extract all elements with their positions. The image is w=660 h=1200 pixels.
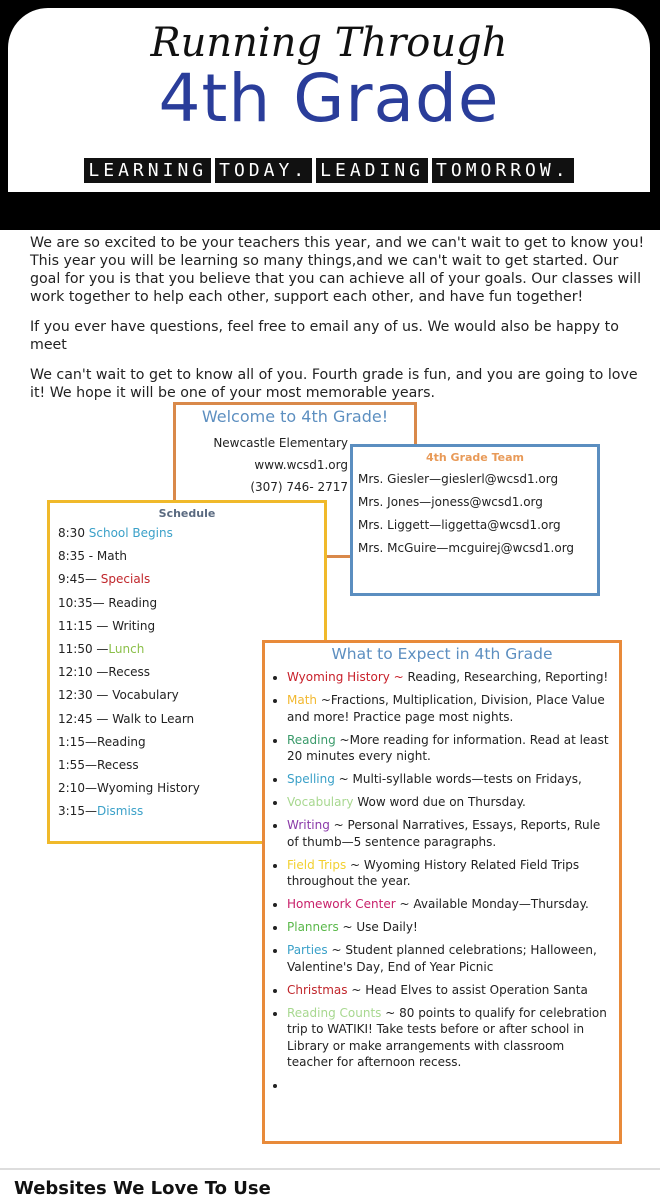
- expect-text: ~Fractions, Multiplication, Division, Place Value and more! Practice page most nights.: [287, 693, 605, 724]
- schedule-label: School Begins: [88, 526, 173, 540]
- expect-subject: Christmas: [287, 982, 348, 997]
- school-phone: (307) 746- 2717: [250, 480, 348, 494]
- schedule-item: [54, 592, 324, 615]
- tagline-word: TOMORROW.: [432, 158, 574, 183]
- expect-text: ~ 80 points to qualify for celebration trip to WATIKI! Take tests before or after school in Library or make arrangements with classroom teacher for afternoon recess.: [287, 1005, 607, 1069]
- schedule-time: 8:35 - Math: [58, 549, 127, 564]
- header-banner: [0, 0, 660, 230]
- expect-item: [287, 982, 613, 999]
- schedule-time: 1:15—Reading: [58, 734, 146, 749]
- schedule-time: 9:45—: [58, 572, 101, 587]
- expect-subject: Planners: [287, 920, 339, 934]
- expect-text: ~More reading for information. Read at least 20 minutes every night.: [287, 732, 609, 763]
- schedule-time: 2:10—Wyoming History: [58, 781, 200, 796]
- tagline-word: TODAY.: [215, 158, 312, 183]
- websites-heading: Websites We Love To Use: [14, 1178, 271, 1199]
- expect-subject: Vocabulary: [287, 795, 354, 809]
- expect-text: Reading, Researching, Reporting!: [403, 670, 609, 684]
- team-member[interactable]: Mrs. Liggett—liggetta@wcsd1.org: [358, 518, 561, 532]
- intro-paragraph: We can't wait to get to know all of you. Fourth grade is fun, and you are going to love it! We hope it will be one of your most memorable years.: [30, 367, 638, 401]
- schedule-label: Dismiss: [96, 804, 144, 819]
- schedule-time: 12:10 —Recess: [58, 665, 151, 680]
- schedule-item: [54, 615, 324, 638]
- header-card: [8, 8, 650, 192]
- schedule-time: 12:45 — Walk to Learn: [58, 711, 195, 726]
- expect-text: Wow word due on Thursday.: [353, 795, 526, 809]
- team-title: 4th Grade Team: [425, 451, 524, 464]
- expect-subject: Writing: [287, 818, 330, 832]
- expect-item: [287, 669, 613, 686]
- expect-text: ~ Multi-syllable words—tests on Fridays,: [334, 772, 582, 786]
- expect-item: [287, 794, 613, 811]
- schedule-label: Specials: [100, 572, 151, 587]
- schedule-item: [54, 568, 324, 591]
- expect-item: [287, 942, 613, 975]
- schedule-label: Lunch: [108, 642, 145, 657]
- expect-text: ~ Available Monday—Thursday.: [395, 897, 589, 911]
- tagline-word: LEADING: [316, 158, 428, 183]
- tagline: [8, 158, 650, 183]
- team-member[interactable]: Mrs. Giesler—gieslerl@wcsd1.org: [358, 472, 559, 486]
- team-member[interactable]: Mrs. McGuire—mcguirej@wcsd1.org: [358, 541, 575, 555]
- welcome-title: Welcome to 4th Grade!: [201, 407, 389, 426]
- expect-text: ~ Head Elves to assist Operation Santa: [347, 982, 588, 997]
- expect-box: [262, 640, 622, 1144]
- schedule-time: 10:35— Reading: [58, 595, 158, 610]
- expect-subject: Wyoming History ~: [287, 670, 404, 684]
- expect-item: [287, 919, 613, 936]
- school-website[interactable]: www.wcsd1.org: [254, 458, 348, 472]
- divider: [0, 1168, 660, 1170]
- expect-item: [287, 857, 613, 890]
- expect-item: [287, 732, 613, 765]
- expect-text: ~ Wyoming History Related Field Trips throughout the year.: [287, 857, 580, 888]
- team-member[interactable]: Mrs. Jones—joness@wcsd1.org: [358, 495, 543, 509]
- grade-title: 4th Grade: [158, 60, 500, 137]
- schedule-time: 8:30: [58, 526, 89, 540]
- schedule-item: [54, 522, 324, 545]
- schedule-time: 1:55—Recess: [58, 758, 139, 773]
- tagline-word: LEARNING: [84, 158, 211, 183]
- school-name: Newcastle Elementary: [213, 436, 348, 450]
- expect-text: ~ Student planned celebrations; Halloween, Valentine's Day, End of Year Picnic: [287, 943, 597, 974]
- expect-text: ~ Use Daily!: [338, 920, 418, 934]
- expect-subject: Reading: [287, 732, 336, 747]
- expect-item: [287, 896, 613, 913]
- expect-title: What to Expect in 4th Grade: [331, 645, 553, 663]
- intro-paragraph: We are so excited to be your teachers this year, and we can't wait to get to know you! This year you will be learning so many things,and we can't wait to get started. Our goal for you is that you believe that you can achieve all of your goals. Our classes will work together to help each other, support each other, and have fun together!: [30, 235, 645, 305]
- expect-item: [287, 692, 613, 725]
- expect-subject: Field Trips: [287, 857, 347, 872]
- expect-subject: Math: [287, 693, 318, 707]
- expect-subject: Spelling: [287, 772, 335, 786]
- expect-subject: Reading Counts: [287, 1005, 382, 1020]
- expect-item: [287, 1077, 613, 1094]
- expect-item: [287, 1005, 613, 1071]
- schedule-item: [54, 545, 324, 568]
- schedule-time: 3:15—: [58, 804, 97, 819]
- schedule-time: 12:30 — Vocabulary: [58, 688, 179, 703]
- expect-text: ~ Personal Narratives, Essays, Reports, Rule of thumb—5 sentence paragraphs.: [287, 818, 601, 849]
- expect-subject: Homework Center: [287, 897, 396, 911]
- script-title: Running Through: [150, 20, 508, 66]
- team-box: [350, 444, 600, 596]
- schedule-title: Schedule: [158, 507, 216, 520]
- expect-item: [287, 817, 613, 850]
- expect-subject: Parties: [287, 943, 328, 957]
- expect-item: [287, 771, 613, 788]
- intro-text: [30, 234, 650, 414]
- intro-paragraph: If you ever have questions, feel free to email any of us. We would also be happy to meet: [30, 319, 619, 353]
- expect-list: [265, 669, 619, 1094]
- schedule-time: 11:15 — Writing: [58, 618, 156, 633]
- schedule-time: 11:50 —: [58, 642, 109, 657]
